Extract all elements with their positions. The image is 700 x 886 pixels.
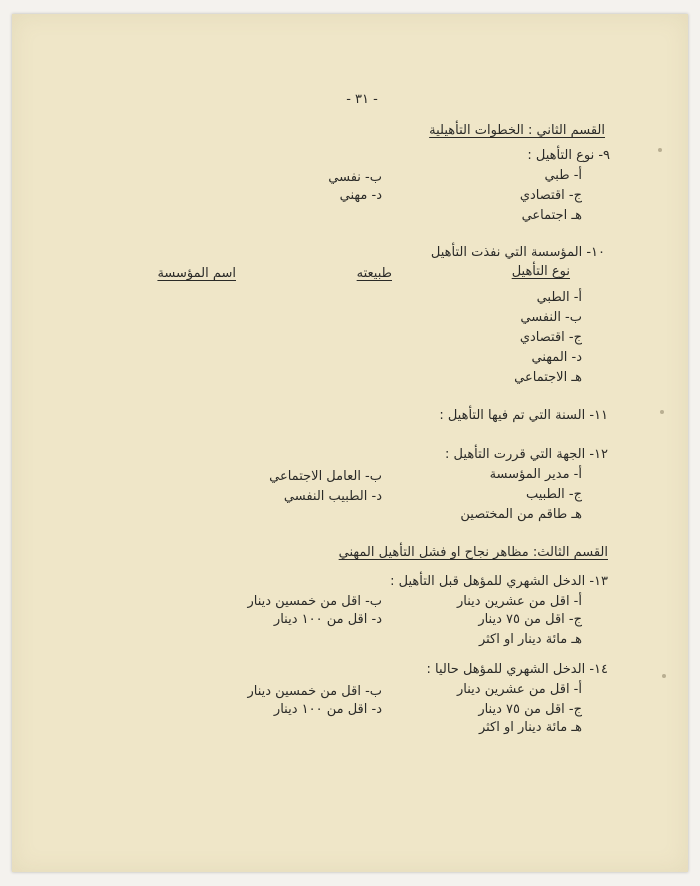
q13-option-a: أ- اقل من عشرين دينار <box>457 594 582 609</box>
q9-option-b: ب- نفسي <box>328 170 382 185</box>
q10-label: ١٠- المؤسسة التي نفذت التأهيل <box>430 245 605 260</box>
q13-option-d: د- اقل من ١٠٠ دينار <box>273 612 382 627</box>
q14-option-e: هـ مائة دينار او اكثر <box>478 720 582 735</box>
section2-title: القسم الثاني : الخطوات التأهيلية <box>429 123 605 138</box>
q12-option-d: د- الطبيب النفسي <box>283 489 382 504</box>
punch-hole <box>660 410 664 414</box>
q13-option-e: هـ مائة دينار او اكثر <box>478 632 582 647</box>
q9-option-d: د- مهني <box>339 188 382 203</box>
q12-option-a: أ- مدير المؤسسة <box>489 467 582 482</box>
q9-label: ٩- نوع التأهيل : <box>527 148 610 163</box>
q10-row: أ- الطبي <box>536 290 582 305</box>
q14-option-d: د- اقل من ١٠٠ دينار <box>273 702 382 717</box>
q14-option-a: أ- اقل من عشرين دينار <box>457 682 582 697</box>
q13-option-b: ب- اقل من خمسين دينار <box>247 594 382 609</box>
q13-option-c: ج- اقل من ٧٥ دينار <box>478 612 582 627</box>
q14-label: ١٤- الدخل الشهري للمؤهل حاليا : <box>426 662 608 677</box>
q10-row: ب- النفسي <box>520 310 582 325</box>
q14-option-b: ب- اقل من خمسين دينار <box>247 684 382 699</box>
q10-row: د- المهني <box>531 350 582 365</box>
q9-option-a: أ- طبي <box>544 168 582 183</box>
q10-row: هـ الاجتماعي <box>514 370 582 385</box>
q10-column-nature: طبيعته <box>356 266 392 281</box>
page-number: - ٣١ - <box>346 92 378 107</box>
q12-option-c: ج- الطبيب <box>525 487 582 502</box>
q14-option-c: ج- اقل من ٧٥ دينار <box>478 702 582 717</box>
q13-label: ١٣- الدخل الشهري للمؤهل قبل التأهيل : <box>390 574 608 589</box>
q9-option-e: هـ اجتماعي <box>521 208 582 223</box>
q9-option-c: ج- اقتصادي <box>519 188 582 203</box>
q10-column-type: نوع التأهيل <box>511 264 570 279</box>
q12-option-b: ب- العامل الاجتماعي <box>269 469 382 484</box>
punch-hole <box>662 674 666 678</box>
q12-option-e: هـ طاقم من المختصين <box>460 507 582 522</box>
section3-title: القسم الثالث: مظاهر نجاح او فشل التأهيل المهني <box>338 545 608 560</box>
document-page <box>12 14 688 872</box>
q10-column-name: اسم المؤسسة <box>157 266 236 281</box>
punch-hole <box>658 148 662 152</box>
q11-label: ١١- السنة التي تم فيها التأهيل : <box>439 408 608 423</box>
q10-row: ج- اقتصادي <box>519 330 582 345</box>
q12-label: ١٢- الجهة التي قررت التأهيل : <box>445 447 608 462</box>
